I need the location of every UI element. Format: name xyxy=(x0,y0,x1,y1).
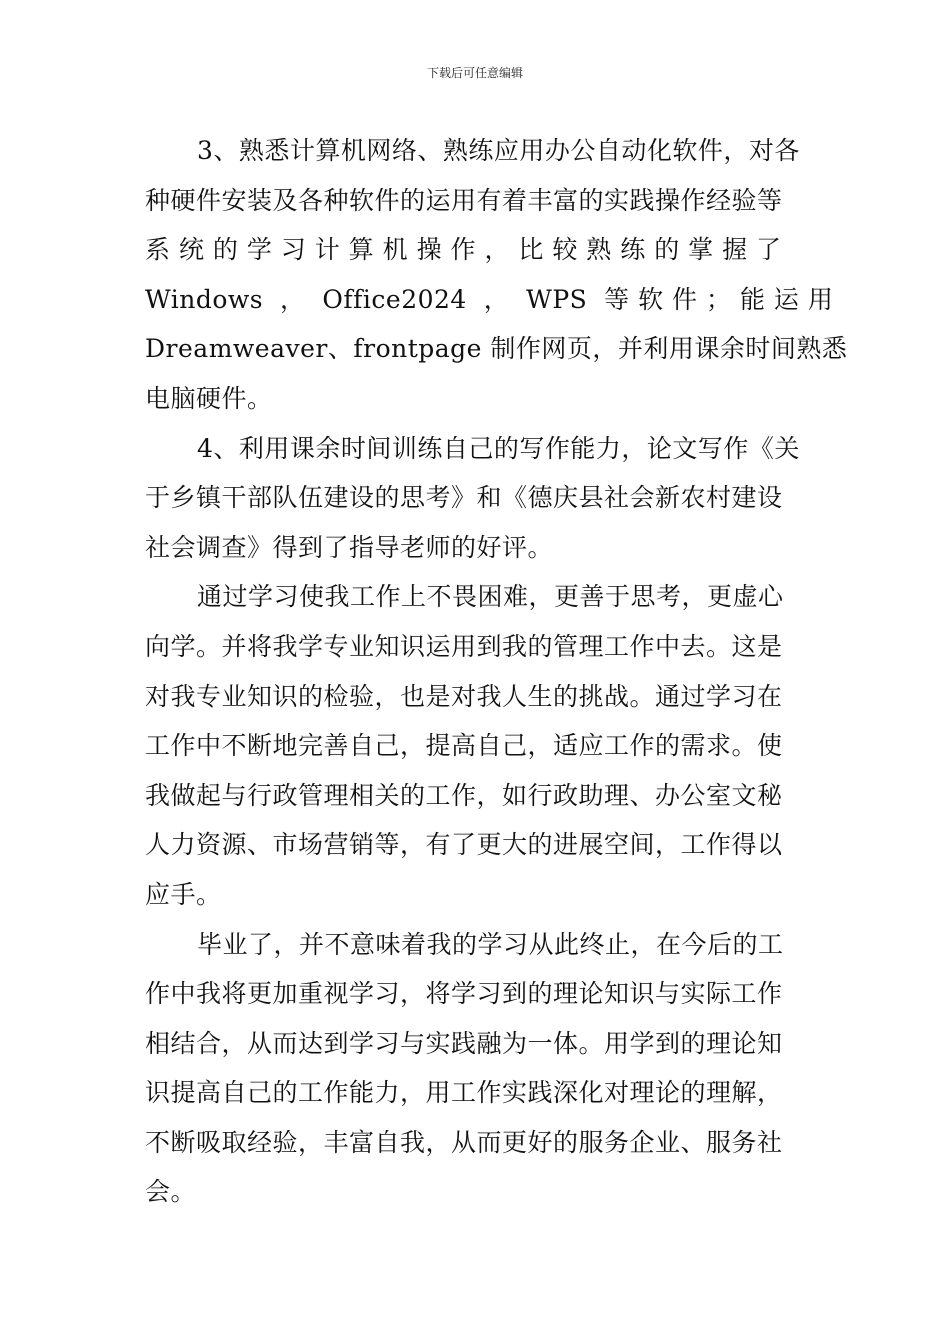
text-line: Dreamweaver、frontpage 制作网页，并利用课余时间熟悉 xyxy=(145,334,848,364)
text-line: 通过学习使我工作上不畏困难，更善于思考，更虚心 xyxy=(197,582,784,612)
text-line: 于乡镇干部队伍建设的思考》和《德庆县社会新农村建设 xyxy=(145,483,783,513)
document-body xyxy=(145,126,848,1217)
text-line: 不断吸取经验，丰富自我，从而更好的服务企业、服务社 xyxy=(145,1127,783,1157)
text-line: 毕业了，并不意味着我的学习从此终止，在今后的工 xyxy=(197,929,784,959)
text-line: 3、熟悉计算机网络、熟练应用办公自动化软件，对各 xyxy=(197,136,800,165)
text-line: 电脑硬件。 xyxy=(145,383,273,413)
text-line: 识提高自己的工作能力，用工作实践深化对理论的理解， xyxy=(145,1078,783,1108)
text-line: 向学。并将我学专业知识运用到我的管理工作中去。这是 xyxy=(145,631,783,661)
paragraph-computer-skills xyxy=(145,126,848,424)
text-line: 作中我将更加重视学习，将学习到的理论知识与实际工作 xyxy=(145,979,783,1009)
text-line: Windows ， Office2024 ， WPS 等 软 件 ； 能 运 用 xyxy=(145,284,834,314)
text-line: 人力资源、市场营销等，有了更大的进展空间，工作得以 xyxy=(145,830,783,860)
text-line: 社会调查》得到了指导老师的好评。 xyxy=(145,532,554,562)
paragraph-graduation xyxy=(145,920,805,1218)
page-header: 下载后可任意编辑 xyxy=(426,66,523,80)
text-line: 4、利用课余时间训练自己的写作能力，论文写作《关 xyxy=(197,433,800,463)
text-line: 种硬件安装及各种软件的运用有着丰富的实践操作经验等 xyxy=(145,185,783,215)
text-line: 系 统 的 学 习 计 算 机 操 作 ， 比 较 熟 练 的 掌 握 了 xyxy=(145,235,782,265)
text-line: 我做起与行政管理相关的工作，如行政助理、办公室文秘 xyxy=(145,780,783,810)
text-line: 工作中不断地完善自己，提高自己，适应工作的需求。使 xyxy=(145,731,783,761)
text-line: 会。 xyxy=(145,1177,197,1207)
text-line: 应手。 xyxy=(145,879,222,909)
paragraph-learning-benefits xyxy=(145,572,805,919)
text-line: 相结合，从而达到学习与实践融为一体。用学到的理论知 xyxy=(145,1028,783,1058)
text-line: 对我专业知识的检验，也是对我人生的挑战。通过学习在 xyxy=(145,681,783,711)
paragraph-writing-skills xyxy=(145,424,805,573)
